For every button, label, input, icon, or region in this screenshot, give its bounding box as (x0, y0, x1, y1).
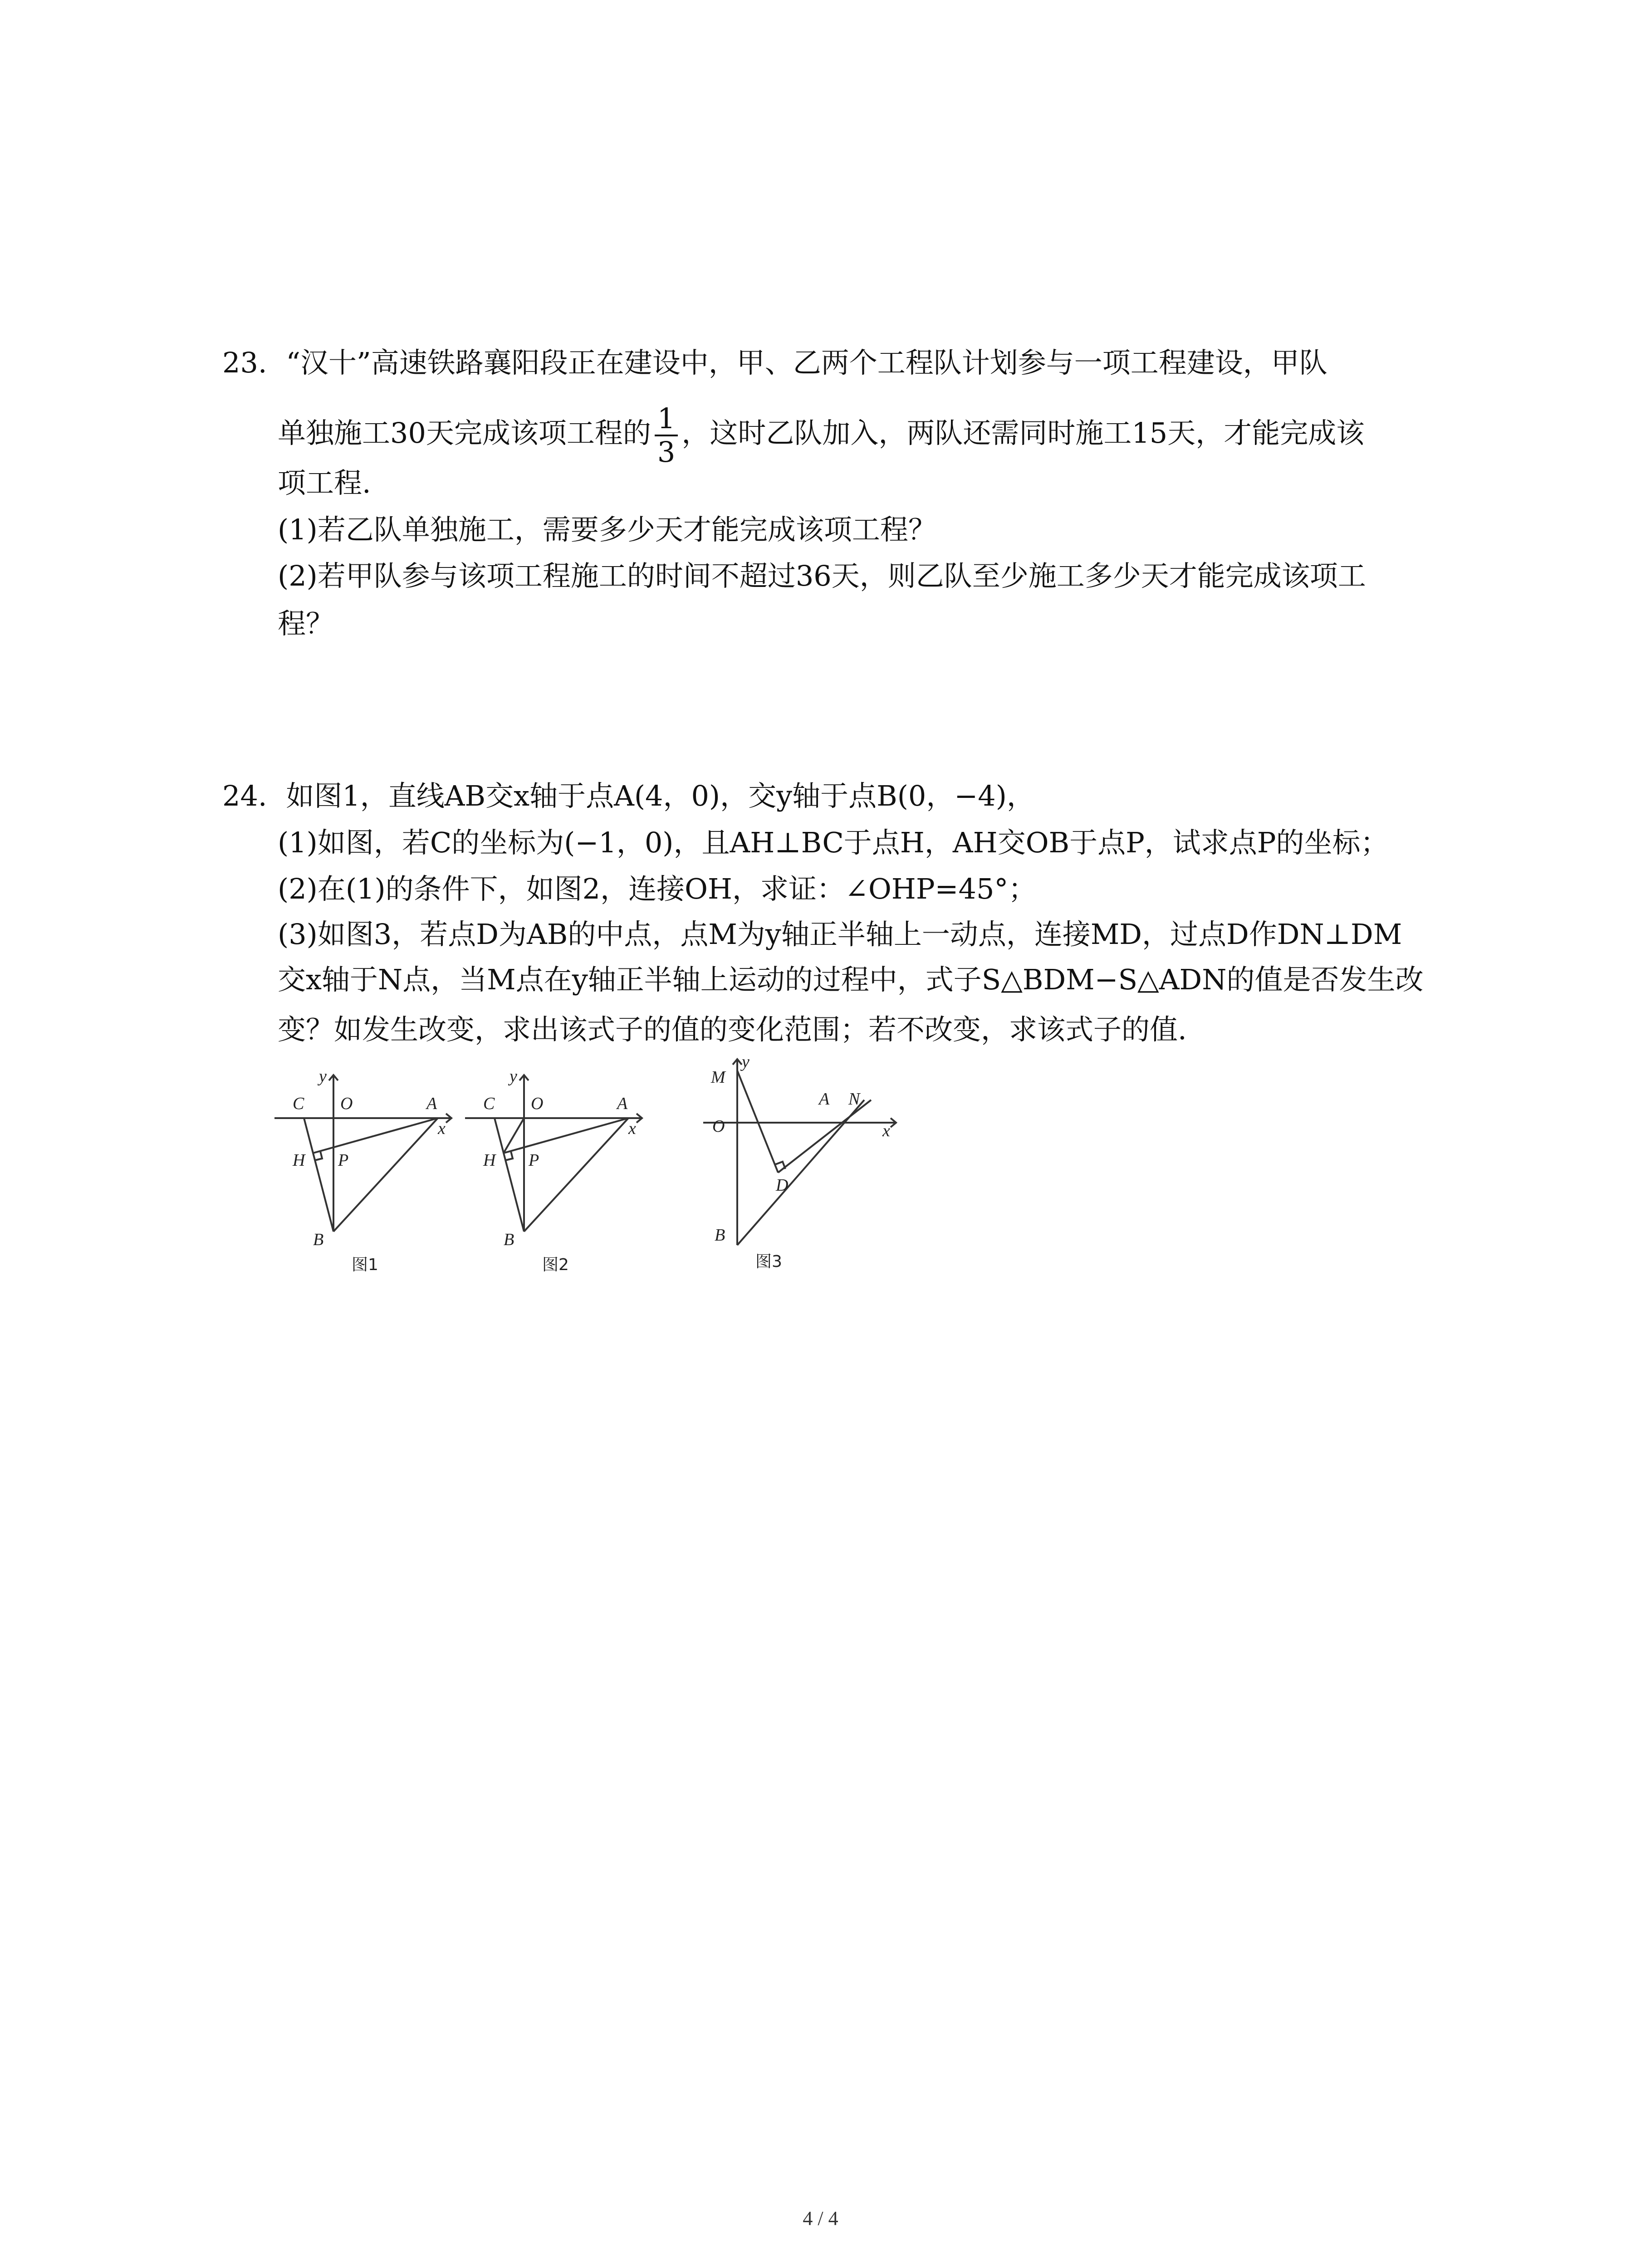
figure-1 (270, 1064, 460, 1286)
label-B: B (504, 1230, 514, 1249)
q23-part-2-cont: 程？ (278, 607, 334, 640)
q23-text: “汉十”高速铁路襄阳段正在建设中，甲、乙两个工程队计划参与一项工程建设，甲队 (286, 346, 1327, 379)
label-H: H (483, 1151, 496, 1170)
label-A: A (819, 1090, 830, 1109)
label-M: M (711, 1068, 725, 1087)
segment-AB (524, 1118, 628, 1232)
question-number: 24. (222, 779, 267, 812)
label-y: y (509, 1067, 517, 1086)
figure-1-diagram (270, 1064, 460, 1286)
label-y: y (319, 1067, 327, 1086)
label-P: P (529, 1151, 539, 1170)
label-O: O (340, 1094, 353, 1113)
label-O: O (531, 1094, 544, 1113)
label-x: x (628, 1119, 636, 1138)
fraction-numerator: 1 (655, 403, 678, 436)
segment-AH (504, 1118, 628, 1153)
label-C: C (483, 1094, 495, 1113)
figure-3 (696, 1050, 905, 1277)
segment-CB (304, 1118, 333, 1232)
segment-AB (333, 1118, 438, 1232)
label-P: P (338, 1151, 349, 1170)
q23-text-before-fraction: 单独施工30天完成该项工程的 (278, 416, 651, 450)
q23-part-2: (2)若甲队参与该项工程施工的时间不超过36天，则乙队至少施工多少天才能完成该项工 (278, 559, 1366, 592)
label-x: x (882, 1121, 890, 1140)
figure-caption: 图1 (352, 1256, 378, 1274)
q24-line-1 (222, 778, 1035, 814)
question-number: 23. (222, 346, 267, 379)
q24-text: 如图1，直线AB交x轴于点A(4，0)，交y轴于点B(0，−4)， (286, 779, 1035, 812)
segment-DN (778, 1100, 871, 1173)
fraction-denominator: 3 (657, 435, 676, 469)
figure-caption: 图3 (755, 1252, 782, 1271)
label-N: N (848, 1090, 860, 1109)
q24-part-2: (2)在(1)的条件下，如图2，连接OH，求证：∠OHP=45°； (278, 872, 1037, 905)
label-y: y (742, 1052, 749, 1071)
label-O: O (712, 1117, 725, 1136)
label-D: D (776, 1176, 789, 1195)
segment-MD (737, 1070, 778, 1173)
figure-3-diagram (696, 1050, 905, 1277)
segment-CB (495, 1118, 524, 1232)
q23-part-1: (1)若乙队单独施工，需要多少天才能完成该项工程？ (278, 513, 936, 546)
figure-2 (460, 1064, 651, 1286)
label-B: B (313, 1230, 324, 1249)
page-number: 4 / 4 (803, 2207, 838, 2229)
label-A: A (617, 1094, 628, 1113)
label-C: C (293, 1094, 304, 1113)
q24-part-3-cont: 交x轴于N点，当M点在y轴正半轴上运动的过程中，式子S△BDM−S△ADN的值是否发生改 (278, 963, 1424, 996)
q23-line-2 (278, 399, 1364, 468)
q24-part-1: (1)如图，若C的坐标为(−1，0)，且AH⊥BC于点H，AH交OB于点P，试求点P的坐标； (278, 826, 1389, 859)
figure-2-diagram (460, 1064, 651, 1286)
q23-line-3: 项工程. (278, 466, 371, 499)
figure-caption: 图2 (542, 1256, 569, 1274)
segment-AH (313, 1118, 438, 1153)
q23-line-1 (222, 345, 1327, 381)
q23-text-after-fraction: ，这时乙队加入，两队还需同时施工15天，才能完成该 (681, 416, 1365, 450)
label-x: x (438, 1119, 446, 1138)
label-A: A (426, 1094, 437, 1113)
label-H: H (293, 1151, 305, 1170)
label-B: B (715, 1226, 725, 1245)
fraction-one-third (655, 403, 678, 468)
q24-part-3: (3)如图3，若点D为AB的中点，点M为y轴正半轴上一动点，连接MD，过点D作DN⊥DM (278, 918, 1402, 951)
q24-part-3-end: 变？如发生改变，求出该式子的值的变化范围；若不改变，求该式子的值. (278, 1013, 1187, 1046)
